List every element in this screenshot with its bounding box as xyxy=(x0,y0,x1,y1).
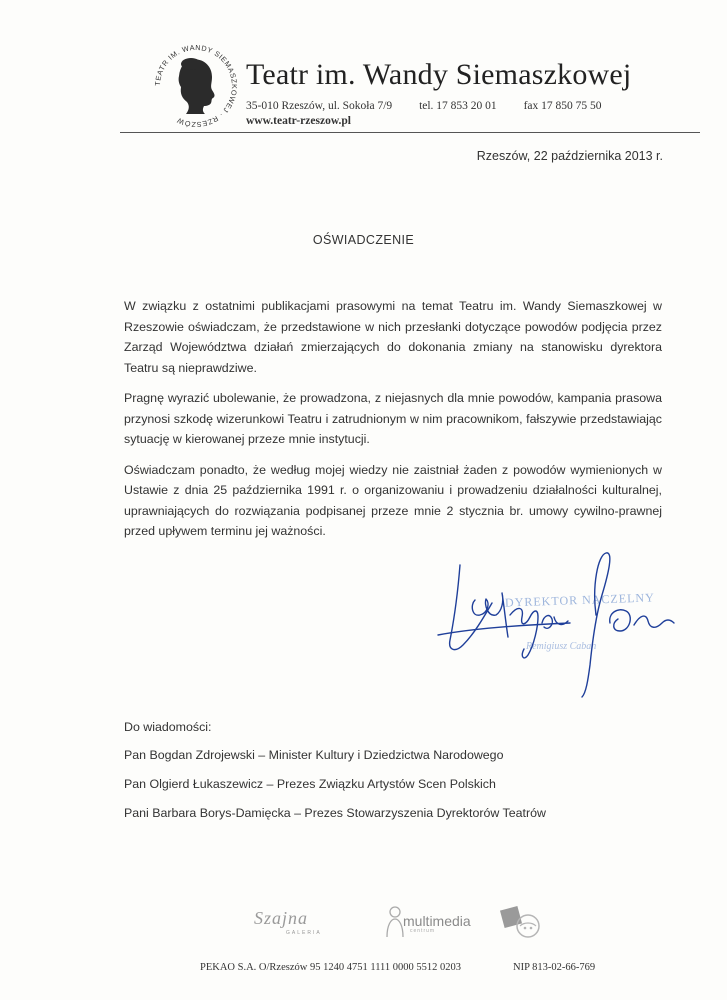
address-line xyxy=(246,100,602,112)
szajna-gallery-logo: Szajna xyxy=(254,908,309,928)
header-divider xyxy=(120,132,700,133)
body-paragraph: Oświadczam ponadto, że według mojej wiedzy nie zaistniał żaden z powodów wymienionych w Ustawie z dnia 25 października 1991 r. o organizowaniu i prowadzeniu działalności kulturalnej, uprawniających do rozwiązania podpisanej przeze mnie 2 stycznia br. umowy cywilno-prawnej przed upływem terminu jej ważności. xyxy=(124,462,662,538)
tax-id: NIP 813-02-66-769 xyxy=(513,962,596,973)
multimedia-centre-logo: multimedia xyxy=(403,913,471,929)
street-address: 35-010 Rzeszów, ul. Sokoła 7/9 xyxy=(246,100,393,112)
distribution-item: Pan Bogdan Zdrojewski – Minister Kultury i Dziedzictwa Narodowego xyxy=(124,748,504,762)
fax-number: fax 17 850 75 50 xyxy=(523,100,602,112)
distribution-list xyxy=(124,720,546,835)
bank-account: PEKAO S.A. O/Rzeszów 95 1240 4751 1111 0000 5512 0203 xyxy=(200,962,462,973)
handwritten-signature xyxy=(430,545,690,705)
stamp-name: Remigiusz Caban xyxy=(526,641,597,652)
stamp-title: DYREKTOR NACZELNY xyxy=(504,590,655,610)
distribution-item: Pani Barbara Borys-Damięcka – Prezes Stowarzyszenia Dyrektorów Teatrów xyxy=(124,806,546,820)
logo-ring-text: TEATR IM. WANDY SIEMASZKOWEJ · RZESZÓW xyxy=(152,42,240,130)
website-url: www.teatr-rzeszow.pl xyxy=(246,115,351,127)
multimedia-centre-subtitle: centrum xyxy=(410,928,436,934)
theatre-logo xyxy=(150,40,242,132)
body-paragraph: Pragnę wyrazić ubolewanie, że prowadzona, z niejasnych dla mnie powodów, kampania prasowa przynosi szkodę wizerunkowi Teatru i zatrudnionym w nim pracownikom, fałszywie przedstawiając sytuację w kierowanej przeze mnie instytucji. xyxy=(124,391,662,446)
document-date: Rzeszów, 22 października 2013 r. xyxy=(476,149,663,163)
szajna-gallery-subtitle: GALERIA xyxy=(286,930,322,936)
letter-body xyxy=(124,296,662,552)
distribution-item: Pan Olgierd Łukaszewicz – Prezes Związku Artystów Scen Polskich xyxy=(124,777,496,791)
phone-number: tel. 17 853 20 01 xyxy=(419,100,497,112)
document-title: OŚWIADCZENIE xyxy=(312,233,415,247)
distribution-label: Do wiadomości: xyxy=(124,720,212,734)
theatre-mask-emblem-icon xyxy=(498,904,546,940)
body-paragraph: W związku z ostatnimi publikacjami prasowymi na temat Teatru im. Wandy Siemaszkowej w Rzeszowie oświadczam, że przedstawione w nich przesłanki dotyczące powodów podjęcia przez Zarząd Województwa działań zmierzających do dokonania zmiany na stanowisku dyrektora Teatru są nieprawdziwe. xyxy=(124,299,662,375)
organization-name: Teatr im. Wandy Siemaszkowej xyxy=(246,58,632,91)
